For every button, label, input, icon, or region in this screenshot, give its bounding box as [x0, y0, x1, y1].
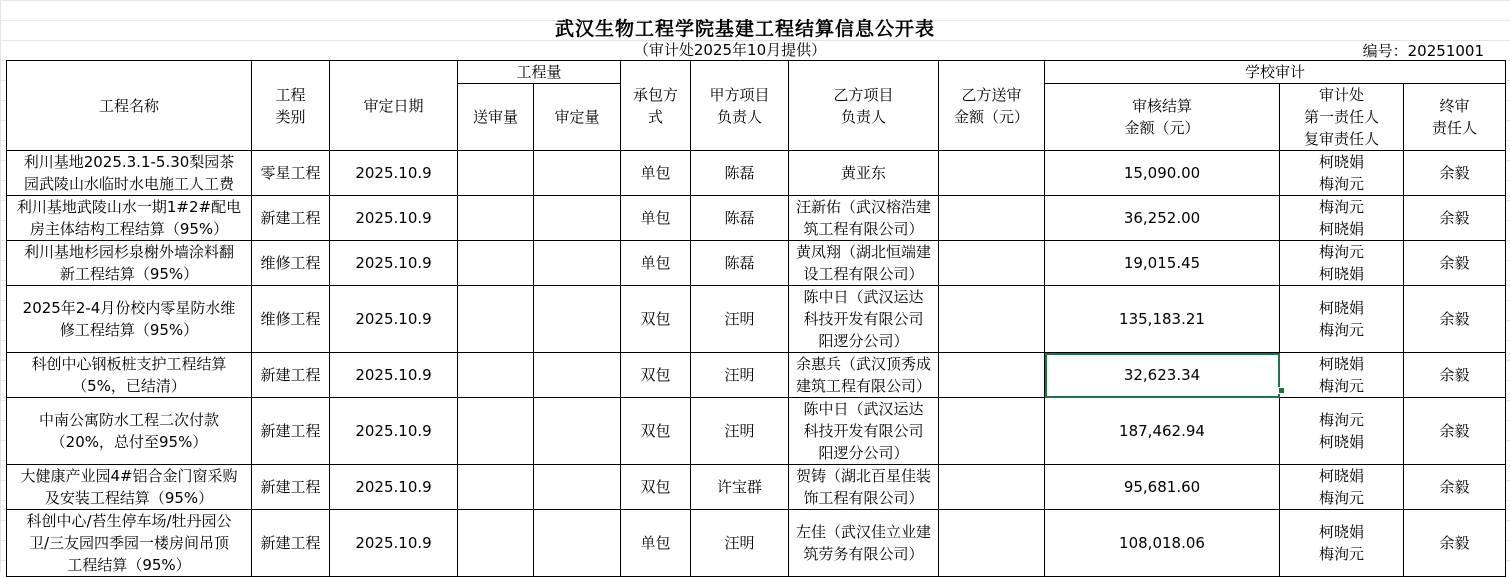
header-final[interactable] [1404, 84, 1506, 151]
reviewer-line: 梅洵元 [1318, 489, 1364, 507]
cell-b-submitted-amount[interactable] [939, 241, 1045, 286]
cell-party-a-lead[interactable]: 陈磊 [691, 196, 789, 241]
cell-final-reviewer[interactable]: 余毅 [1404, 241, 1506, 286]
cell-party-b-lead[interactable] [789, 398, 939, 465]
cell-contract-mode[interactable]: 双包 [621, 286, 691, 353]
cell-approval-date[interactable]: 2025.10.9 [330, 241, 458, 286]
cell-approved-qty[interactable] [534, 398, 621, 465]
cell-project-name[interactable] [7, 286, 252, 353]
header-party-a-line: 甲方项目 [709, 85, 770, 104]
cell-approved-qty[interactable] [534, 241, 621, 286]
cell-reviewer[interactable] [1280, 196, 1404, 241]
party-b-line: 黄凤翔（湖北恒端建 [795, 243, 931, 261]
cell-reviewer[interactable] [1280, 353, 1404, 398]
reviewer-line: 梅洵元 [1318, 377, 1364, 395]
header-type-line: 工程 [275, 85, 306, 104]
cell-approved-qty[interactable] [534, 196, 621, 241]
header-reviewer-line: 第一责任人 [1303, 108, 1379, 126]
party-b-line: 陈中日（武汉运达 [803, 288, 924, 306]
header-reviewer-line: 审计处 [1318, 86, 1364, 104]
cell-b-submitted-amount[interactable] [939, 465, 1045, 510]
reviewer-line: 柯晓娟 [1318, 433, 1364, 451]
cell-party-b-lead[interactable] [789, 241, 939, 286]
header-type[interactable] [252, 61, 330, 151]
cell-reviewer[interactable] [1280, 510, 1404, 577]
cell-final-reviewer[interactable]: 余毅 [1404, 398, 1506, 465]
reviewer-line: 柯晓娟 [1318, 355, 1364, 373]
fill-handle[interactable] [1278, 387, 1285, 394]
project-name-line: 利川基地2025.3.1-5.30梨园茶 [23, 153, 235, 171]
party-b-line: 陈中日（武汉运达 [803, 400, 924, 418]
project-name-line: 科创中心/苔生停车场/牡丹园公 [26, 512, 232, 530]
header-b-amount-line: 乙方送审 [961, 85, 1022, 104]
header-quantity-group[interactable]: 工程量 [458, 61, 621, 84]
header-date[interactable]: 审定日期 [330, 61, 458, 151]
reviewer-line: 柯晓娟 [1318, 523, 1364, 541]
cell-b-submitted-amount[interactable] [939, 196, 1045, 241]
header-contract-line: 承包方 [632, 85, 678, 104]
table-row [7, 196, 1506, 241]
cell-b-submitted-amount[interactable] [939, 151, 1045, 196]
cell-approval-date[interactable]: 2025.10.9 [330, 286, 458, 353]
cell-final-reviewer[interactable]: 余毅 [1404, 286, 1506, 353]
cell-contract-mode[interactable]: 单包 [621, 196, 691, 241]
cell-approved-qty[interactable] [534, 286, 621, 353]
cell-reviewer[interactable] [1280, 286, 1404, 353]
header-party-b-line: 乙方项目 [833, 85, 894, 104]
cell-approved-qty[interactable] [534, 510, 621, 577]
cell-b-submitted-amount[interactable] [939, 398, 1045, 465]
cell-party-b-lead[interactable] [789, 353, 939, 398]
header-party-a[interactable] [691, 61, 789, 151]
cell-b-submitted-amount[interactable] [939, 353, 1045, 398]
cell-party-b-lead[interactable] [789, 510, 939, 577]
table-row [7, 151, 1506, 196]
cell-party-b-lead[interactable] [789, 286, 939, 353]
project-name-line: 利川基地杉园杉泉榭外墙涂料翻 [23, 243, 234, 261]
cell-reviewer[interactable] [1280, 151, 1404, 196]
cell-audit-amount[interactable]: 187,462.94 [1045, 398, 1280, 465]
project-name-line: 中南公寓防水工程二次付款 [38, 411, 219, 429]
reviewer-line: 梅洵元 [1318, 545, 1364, 563]
cell-audit-amount[interactable]: 108,018.06 [1045, 510, 1280, 577]
cell-audit-amount[interactable]: 19,015.45 [1045, 241, 1280, 286]
cell-reviewer[interactable] [1280, 398, 1404, 465]
cell-party-a-lead[interactable]: 汪明 [691, 510, 789, 577]
cell-project-name[interactable] [7, 353, 252, 398]
table-row [7, 465, 1506, 510]
cell-submitted-qty[interactable] [458, 196, 534, 241]
header-type-line: 类别 [275, 107, 306, 126]
cell-approved-qty[interactable] [534, 353, 621, 398]
cell-party-a-lead[interactable]: 陈磊 [691, 241, 789, 286]
cell-submitted-qty[interactable] [458, 398, 534, 465]
cell-project-type[interactable]: 新建工程 [252, 196, 330, 241]
reviewer-line: 梅洵元 [1318, 175, 1364, 193]
cell-audit-amount[interactable]: 32,623.34 [1045, 353, 1280, 398]
cell-audit-amount[interactable]: 95,681.60 [1045, 465, 1280, 510]
cell-project-name[interactable] [7, 510, 252, 577]
cell-party-a-lead[interactable]: 陈磊 [691, 151, 789, 196]
header-audit-amount[interactable] [1045, 84, 1280, 151]
cell-submitted-qty[interactable] [458, 353, 534, 398]
party-b-line: 左佳（武汉佳立业建 [795, 523, 931, 541]
header-final-line: 终审 [1439, 97, 1470, 115]
reviewer-line: 柯晓娟 [1318, 299, 1364, 317]
party-b-line: 科技开发有限公司 [803, 310, 924, 328]
cell-project-name[interactable] [7, 196, 252, 241]
project-name-line: 利川基地武陵山水一期1#2#配电 [16, 198, 242, 216]
cell-party-b-lead[interactable] [789, 196, 939, 241]
cell-b-submitted-amount[interactable] [939, 286, 1045, 353]
cell-contract-mode[interactable]: 单包 [621, 510, 691, 577]
reviewer-line: 梅洵元 [1318, 321, 1364, 339]
cell-project-type[interactable]: 新建工程 [252, 465, 330, 510]
project-name-line: 及安装工程结算（95%） [44, 489, 214, 507]
cell-party-b-lead[interactable] [789, 465, 939, 510]
project-name-line: 大健康产业园4#铝合金门窗采购 [20, 467, 238, 485]
cell-approval-date[interactable]: 2025.10.9 [330, 398, 458, 465]
cell-audit-amount[interactable]: 15,090.00 [1045, 151, 1280, 196]
cell-party-a-lead[interactable]: 汪明 [691, 398, 789, 465]
cell-reviewer[interactable] [1280, 241, 1404, 286]
header-reviewer[interactable] [1280, 84, 1404, 151]
cell-project-name[interactable] [7, 151, 252, 196]
reviewer-line: 梅洵元 [1318, 243, 1364, 261]
cell-party-a-lead[interactable]: 汪明 [691, 353, 789, 398]
cell-party-a-lead[interactable]: 汪明 [691, 286, 789, 353]
cell-project-type[interactable]: 维修工程 [252, 241, 330, 286]
cell-project-type[interactable]: 新建工程 [252, 398, 330, 465]
cell-b-submitted-amount[interactable] [939, 510, 1045, 577]
cell-approval-date[interactable]: 2025.10.9 [330, 510, 458, 577]
page-subtitle: （审计处2025年10月提供） [633, 41, 827, 59]
cell-approval-date[interactable]: 2025.10.9 [330, 353, 458, 398]
header-contract[interactable] [621, 61, 691, 151]
party-b-line: 阳逻分公司） [818, 444, 909, 462]
header-approved[interactable]: 审定量 [534, 84, 621, 151]
party-b-line: 汪新佑（武汉榕浩建 [795, 198, 931, 216]
cell-contract-mode[interactable]: 双包 [621, 465, 691, 510]
project-name-line: 工程结算（95%） [67, 556, 191, 574]
header-school-audit[interactable]: 学校审计 [1045, 61, 1506, 84]
cell-contract-mode[interactable]: 单包 [621, 151, 691, 196]
cell-approved-qty[interactable] [534, 151, 621, 196]
header-party-b[interactable] [789, 61, 939, 151]
cell-project-type[interactable]: 维修工程 [252, 286, 330, 353]
cell-submitted-qty[interactable] [458, 241, 534, 286]
header-party-b-line: 负责人 [840, 107, 886, 126]
table-row [7, 398, 1506, 465]
header-b-amount-line: 金额（元） [953, 107, 1029, 126]
header-reviewer-line: 复审责任人 [1303, 130, 1379, 148]
cell-party-b-lead[interactable]: 黄亚东 [789, 151, 939, 196]
party-b-line: 阳逻分公司） [818, 332, 909, 350]
reviewer-line: 柯晓娟 [1318, 265, 1364, 283]
settlement-table [6, 60, 1506, 577]
party-b-line: 建筑工程有限公司） [795, 377, 931, 395]
cell-party-a-lead[interactable]: 许宝群 [691, 465, 789, 510]
reviewer-line: 梅洵元 [1318, 198, 1364, 216]
cell-audit-amount[interactable]: 36,252.00 [1045, 196, 1280, 241]
cell-reviewer[interactable] [1280, 465, 1404, 510]
cell-approved-qty[interactable] [534, 465, 621, 510]
project-name-line: 房主体结构工程结算（95%） [29, 220, 229, 238]
header-contract-line: 式 [647, 107, 663, 126]
cell-final-reviewer[interactable]: 余毅 [1404, 353, 1506, 398]
cell-project-type[interactable]: 新建工程 [252, 510, 330, 577]
reviewer-line: 柯晓娟 [1318, 153, 1364, 171]
project-name-line: 园武陵山水临时水电施工人工费 [23, 175, 234, 193]
project-name-line: 科创中心钢板桩支护工程结算 [31, 355, 227, 373]
cell-submitted-qty[interactable] [458, 151, 534, 196]
project-name-line: 新工程结算（95%） [59, 265, 199, 283]
cell-project-name[interactable] [7, 465, 252, 510]
header-b-amount[interactable] [939, 61, 1045, 151]
header-name[interactable]: 工程名称 [7, 61, 252, 151]
cell-final-reviewer[interactable]: 余毅 [1404, 465, 1506, 510]
page-title: 武汉生物工程学院基建工程结算信息公开表 [554, 18, 935, 40]
cell-project-name[interactable] [7, 398, 252, 465]
cell-project-name[interactable] [7, 241, 252, 286]
project-name-line: 2025年2-4月份校内零星防水维 [22, 299, 236, 317]
reviewer-line: 梅洵元 [1318, 411, 1364, 429]
reviewer-line: 柯晓娟 [1318, 467, 1364, 485]
party-b-line: 筑工程有限公司） [803, 220, 924, 238]
table-row [7, 510, 1506, 577]
header-audit-amount-line: 审核结算 [1131, 97, 1192, 115]
cell-submitted-qty[interactable] [458, 510, 534, 577]
cell-contract-mode[interactable]: 单包 [621, 241, 691, 286]
cell-final-reviewer[interactable]: 余毅 [1404, 151, 1506, 196]
table-row [7, 286, 1506, 353]
header-submitted[interactable]: 送审量 [458, 84, 534, 151]
cell-submitted-qty[interactable] [458, 286, 534, 353]
project-name-line: （20%，总付至95%） [50, 433, 208, 451]
party-b-line: 设工程有限公司） [803, 265, 924, 283]
project-name-line: （5%，已结清） [72, 377, 186, 395]
cell-final-reviewer[interactable]: 余毅 [1404, 510, 1506, 577]
cell-project-type[interactable]: 新建工程 [252, 353, 330, 398]
serial-number: 编号：20251001 [1362, 42, 1484, 60]
reviewer-line: 柯晓娟 [1318, 220, 1364, 238]
cell-approval-date[interactable]: 2025.10.9 [330, 151, 458, 196]
project-name-line: 卫/三友园四季园一楼房间吊顶 [28, 534, 230, 552]
party-b-line: 贺铸（湖北百星佳装 [795, 467, 931, 485]
header-final-line: 责任人 [1431, 119, 1477, 137]
cell-final-reviewer[interactable]: 余毅 [1404, 196, 1506, 241]
cell-approval-date[interactable]: 2025.10.9 [330, 465, 458, 510]
cell-contract-mode[interactable]: 双包 [621, 398, 691, 465]
cell-submitted-qty[interactable] [458, 465, 534, 510]
cell-project-type[interactable]: 零星工程 [252, 151, 330, 196]
party-b-line: 饰工程有限公司） [803, 489, 924, 507]
table-row [7, 241, 1506, 286]
cell-contract-mode[interactable]: 双包 [621, 353, 691, 398]
party-b-line: 余惠兵（武汉顶秀成 [795, 355, 931, 373]
cell-audit-amount[interactable]: 135,183.21 [1045, 286, 1280, 353]
party-b-line: 筑劳务有限公司） [803, 545, 924, 563]
party-b-line: 科技开发有限公司 [803, 422, 924, 440]
header-audit-amount-line: 金额（元） [1124, 119, 1200, 137]
header-party-a-line: 负责人 [716, 107, 762, 126]
project-name-line: 修工程结算（95%） [59, 321, 199, 339]
cell-approval-date[interactable]: 2025.10.9 [330, 196, 458, 241]
